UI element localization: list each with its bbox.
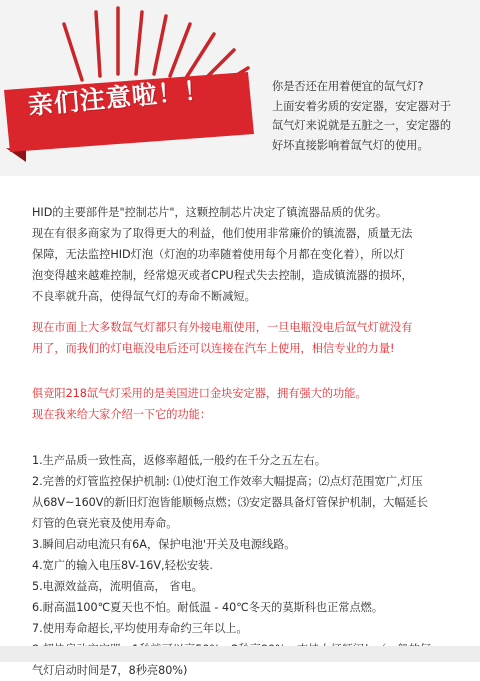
paragraph-line: 俱竞阳218氙气灯采用的是美国进口金块安定器，拥有强大的功能。 [32,387,367,400]
intro-line: 你是否还在用着便宜的氙气灯? [272,80,424,93]
banner-headline: 亲们注意啦！！ [26,75,211,120]
paragraph-line: 不良率就升高，使得氙气灯的寿命不断减短。 [32,290,256,303]
feature-line: 2.完善的灯管监控保护机制: ⑴使灯泡工作效率大幅提高；⑵点灯范围宽广,灯压 [32,475,423,488]
power-paragraph [32,317,462,359]
intro-line: 上面安着劣质的安定器，安定器对于 [272,99,452,113]
paragraph-line: HID的主要部件是"控制芯片"，这颗控制芯片决定了镇流器品质的优劣。 [32,206,388,219]
feature-line: 从68V~160V的新旧灯泡皆能顺畅点燃；⑶安定器具备灯管保护机制，大幅延长 [32,496,428,509]
feature-line: 5.电源效益高，流明值高， 省电。 [32,580,203,593]
attention-banner [0,0,270,176]
feature-line: 灯管的色衰光衰及使用寿命。 [32,517,178,530]
intro-line: 好坏直接影响着氙气灯的使用。 [272,138,429,152]
bottom-divider [0,646,480,662]
feature-line: 4.宽广的输入电压8V-16V,轻松安装. [32,559,213,572]
intro-text [272,77,476,155]
feature-line: 3.瞬间启动电流只有6A，保护电池'开关及电源线路。 [32,538,296,551]
feature-line: 6.耐高温100℃夏天也不怕。耐低温 - 40℃冬天的莫斯科也正常点燃。 [32,601,384,614]
paragraph-line: 泡变得越来越难控制，经常熄灭或者CPU程式失去控制，造成镇流器的损坏， [32,269,413,282]
paragraph-line: 现在有很多商家为了取得更大的利益，他们使用非常廉价的镇流器，质量无法 [32,227,413,240]
paragraph-line: 现在市面上大多数氙气灯都只有外接电瓶使用，一旦电瓶没电后氙气灯就没有 [32,321,413,334]
feature-line: 7.使用寿命超长,平均使用寿命约三年以上。 [32,622,248,635]
paragraph-line: 现在我来给大家介绍一下它的功能： [32,408,212,421]
feature-line: 1.生产品质一致性高，返修率超低,一般约在千分之五左右。 [32,454,326,467]
intro-line: 氙气灯来说就是五脏之一，安定器的 [272,119,452,132]
hid-paragraph [32,202,462,307]
feature-line: 气灯启动时间是7，8秒亮80%) [32,664,188,677]
paragraph-line: 保障，无法监控HID灯泡（灯泡的功率随着使用每个月都在变化着），所以灯 [32,248,405,261]
brand-paragraph [32,383,462,425]
paragraph-line: 用了，而我们的灯电瓶没电后还可以连接在汽车上使用，相信专业的力量! [32,342,395,355]
